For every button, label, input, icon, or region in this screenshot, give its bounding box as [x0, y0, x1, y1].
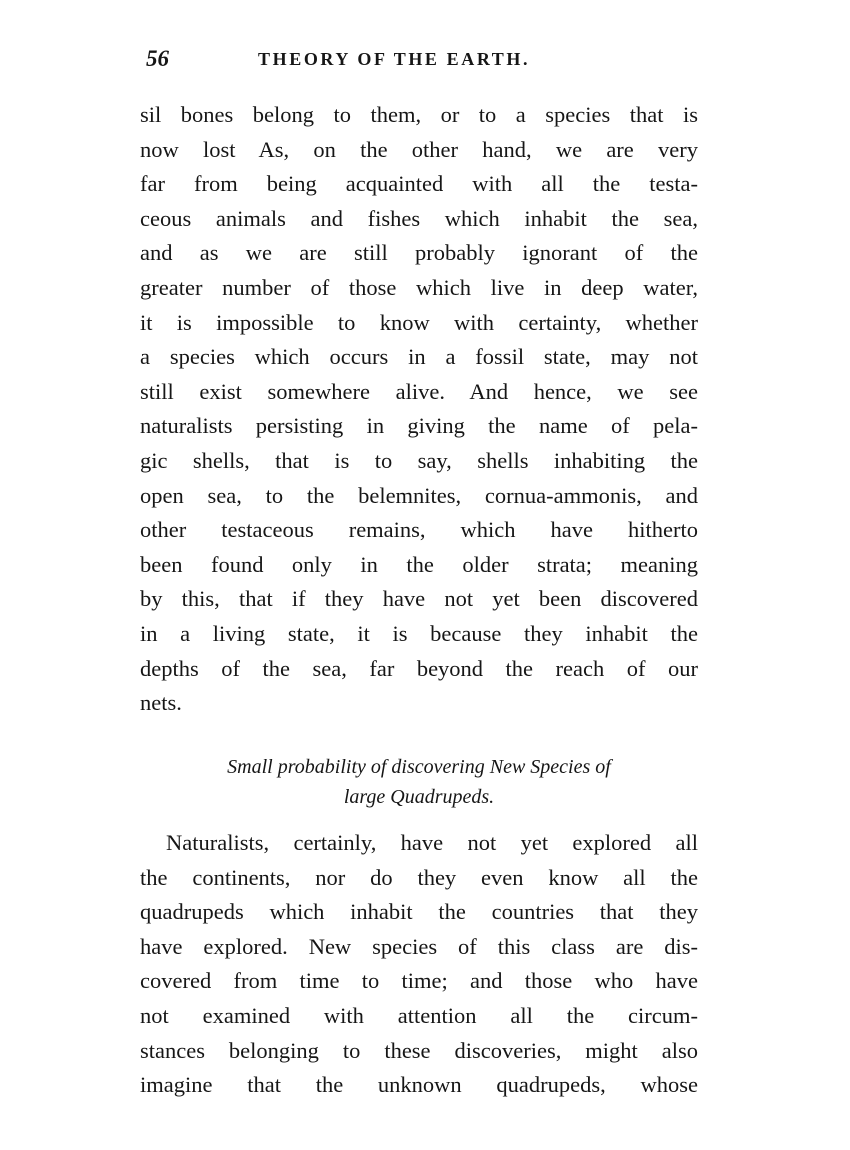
running-title: THEORY OF THE EARTH.	[258, 49, 531, 69]
text-line: imagine that the unknown quadrupeds, whose	[140, 1072, 698, 1098]
text-line: ceous animals and fishes which inhabit the sea,	[140, 205, 698, 231]
section-heading	[140, 752, 698, 812]
text-line: other testaceous remains, which have hitherto	[140, 517, 698, 543]
paragraph-fossil-species	[140, 98, 698, 721]
text-line: stances belonging to these discoveries, might also	[140, 1037, 698, 1063]
page-number: 56	[146, 46, 169, 71]
text-line: Naturalists, certainly, have not yet explored all	[166, 830, 698, 855]
text-line: by this, that if they have not yet been discovered	[140, 586, 698, 612]
text-line: have explored. New species of this class are dis-	[140, 933, 698, 959]
text-line: quadrupeds which inhabit the countries that they	[140, 899, 698, 925]
text-line: depths of the sea, far beyond the reach of our	[140, 655, 698, 681]
running-head	[140, 46, 700, 76]
text-line: gic shells, that is to say, shells inhabiting the	[140, 447, 698, 473]
text-line: covered from time to time; and those who have	[140, 968, 698, 994]
text-line: the continents, nor do they even know all the	[140, 864, 698, 890]
text-line: greater number of those which live in deep water,	[140, 274, 698, 300]
text-line: in a living state, it is because they inhabit the	[140, 620, 698, 646]
text-line: sil bones belong to them, or to a species that is	[140, 102, 698, 127]
text-line: now lost As, on the other hand, we are very	[140, 136, 698, 162]
text-line: not examined with attention all the circum-	[140, 1002, 698, 1028]
text-line: a species which occurs in a fossil state, may not	[140, 344, 698, 370]
text-line: it is impossible to know with certainty, whether	[140, 309, 698, 335]
text-line: been found only in the older strata; meaning	[140, 551, 698, 577]
text-line: open sea, to the belemnites, cornua-ammonis, and	[140, 482, 698, 508]
text-line: and as we are still probably ignorant of the	[140, 240, 698, 266]
text-line: still exist somewhere alive. And hence, we see	[140, 378, 698, 404]
text-line: far from being acquainted with all the testa-	[140, 171, 698, 197]
section-heading-line-2: large Quadrupeds.	[343, 786, 495, 808]
section-heading-line-1: Small probability of discovering New Species of	[227, 756, 611, 778]
paragraph-naturalists	[140, 826, 698, 1103]
text-line: naturalists persisting in giving the name of pela-	[140, 413, 698, 439]
text-line: nets.	[140, 690, 182, 716]
